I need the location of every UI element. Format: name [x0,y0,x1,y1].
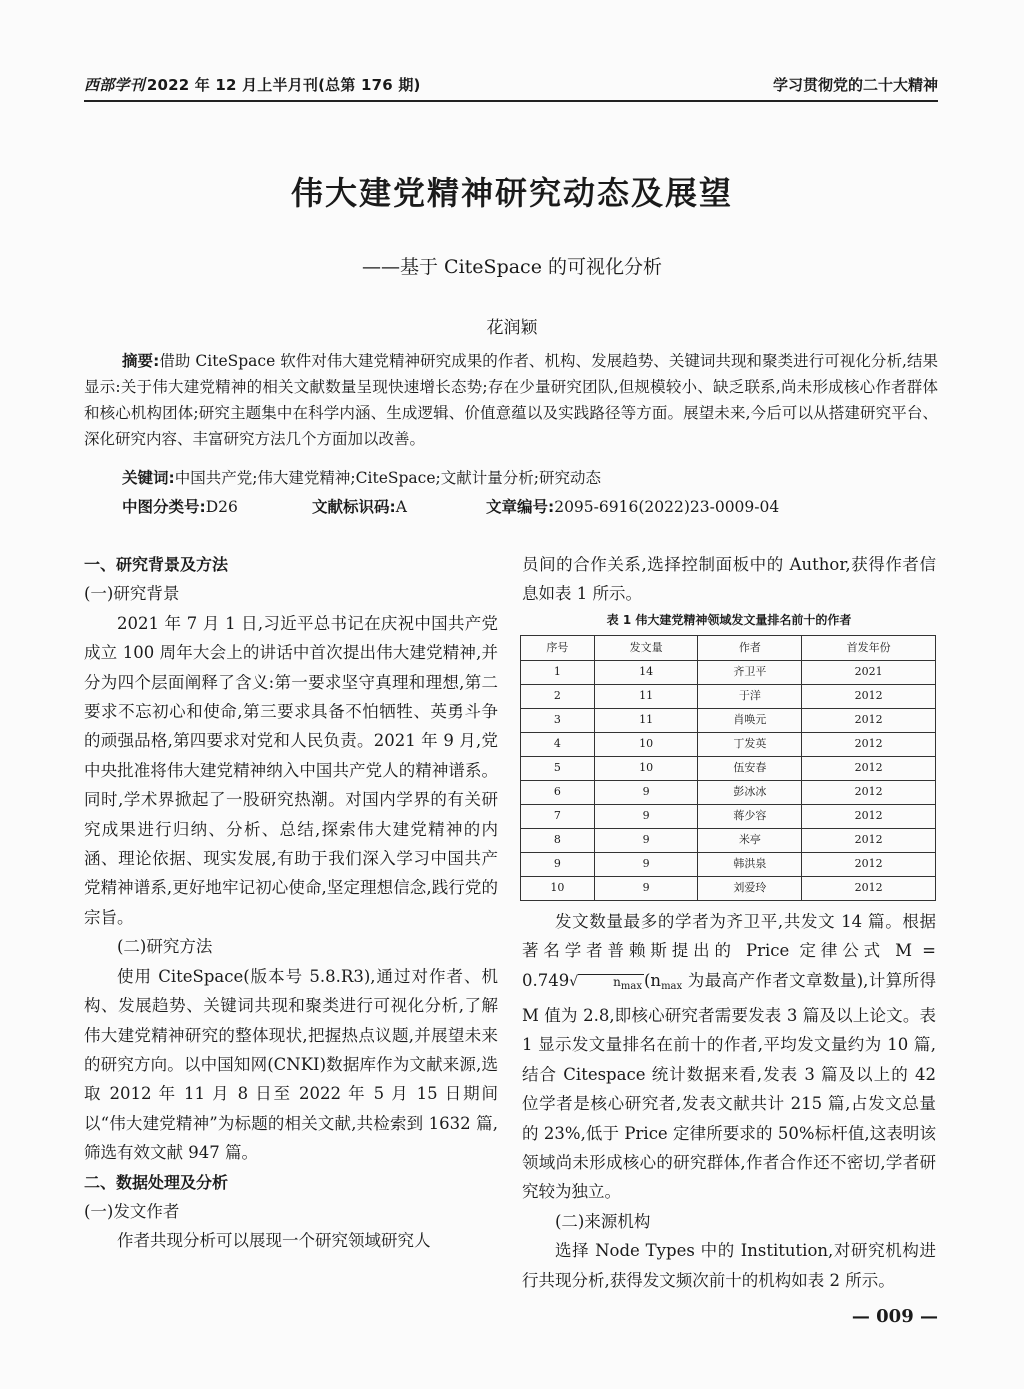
table-cell: 9 [594,828,698,852]
table-cell: 2012 [802,876,936,900]
table-row [521,684,936,708]
article-id-label: 文章编号: [486,498,555,516]
paragraph-authors-cont: 员间的合作关系,选择控制面板中的 Author,获得作者信息如表 1 所示。 [522,555,936,604]
table-cell: 2012 [802,852,936,876]
table-cell: 2012 [802,804,936,828]
table-cell: 10 [594,732,698,756]
keywords-text: 中国共产党;伟大建党精神;CiteSpace;文献计量分析;研究动态 [174,469,601,487]
table-cell: 彭冰冰 [698,780,802,804]
abstract [84,348,938,452]
article-title: 伟大建党精神研究动态及展望 [290,174,733,212]
table-cell: 3 [521,708,595,732]
paragraph-institutions: 选择 Node Types 中的 Institution,对研究机构进行共现分析,获得发文频次前十的机构如表 2 所示。 [522,1241,936,1290]
table-header-cell: 首发年份 [802,635,936,660]
column-name: 学习贯彻党的二十大精神 [772,76,938,94]
table-row [521,876,936,900]
table-cell: 2 [521,684,595,708]
table-cell: 于洋 [698,684,802,708]
table-row [521,732,936,756]
table-cell: 2012 [802,708,936,732]
left-column [84,550,498,1256]
table-caption: 表 1 伟大建党精神领域发文量排名前十的作者 [606,612,852,627]
journal-issue [84,74,421,95]
table-row [521,828,936,852]
table-row [521,756,936,780]
table-cell: 肖唤元 [698,708,802,732]
journal-logo: 西部学刊 [84,76,145,94]
page-number: — 009 — [851,1306,938,1327]
table-cell: 2012 [802,756,936,780]
table-cell: 丁发英 [698,732,802,756]
table-cell: 1 [521,660,595,684]
table-cell: 伍安春 [698,756,802,780]
right-column [522,550,936,1295]
table-cell: 5 [521,756,595,780]
subsection-heading-authors: (一)发文作者 [84,1201,180,1221]
table-header-cell: 序号 [521,635,595,660]
table-cell: 10 [521,876,595,900]
table-cell: 11 [594,708,698,732]
section-heading-2: 二、数据处理及分析 [84,1172,229,1192]
keywords [122,466,601,488]
table-cell: 2012 [802,828,936,852]
table-cell: 9 [594,804,698,828]
article-author: 花润颖 [486,318,538,338]
subsection-heading-background: (一)研究背景 [84,584,180,604]
doc-code-label: 文献标识码: [312,498,396,516]
table-cell: 蒋少容 [698,804,802,828]
article-id-value: 2095-6916(2022)23-0009-04 [554,498,780,516]
table-cell: 齐卫平 [698,660,802,684]
table-header-cell: 作者 [698,635,802,660]
table-cell: 2021 [802,660,936,684]
header-rule [84,100,938,102]
table-cell: 14 [594,660,698,684]
keywords-label: 关键词: [122,469,175,487]
doc-code-value: A [395,498,407,516]
paragraph-price-law: 发文数量最多的学者为齐卫平,共发文 14 篇。根据著名学者普赖斯提出的 Price 定律公式 M = 0.749√ $n_{max}$ ($n_{max}$ 为最高产作者文章数量),计算所得 M 值为 2.8,即核心研究者需要发表 3 篇及以上论文。表 1 显示发文量排名在前十的作者,平均发文量约为 10 篇,结合 Citespace 统计数据来看,发表 3 篇及以上的 42 位学者是核心研究者,发表文献共计 215 篇,占发文总量的 23%,低于 Price 定律所要求的 50%标杆值,这表明该领域尚未形成核心的研究群体,作者合作还不密切,学者研究较为独立。 [522,911,936,1202]
abstract-label: 摘要: [122,352,160,370]
table-cell: 6 [521,780,595,804]
table-header-cell: 发文量 [594,635,698,660]
table-cell: 11 [594,684,698,708]
article-subtitle: ——基于 CiteSpace 的可视化分析 [362,256,662,278]
section-heading-1: 一、研究背景及方法 [84,555,229,574]
table-cell: 2012 [802,684,936,708]
table-cell: 9 [594,876,698,900]
table-cell: 8 [521,828,595,852]
table-header-row [521,635,936,660]
subsection-heading-method: (二)研究方法 [117,937,213,957]
table-row [521,780,936,804]
table-row [521,660,936,684]
abstract-text: 借助 CiteSpace 软件对伟大建党精神研究成果的作者、机构、发展趋势、关键词共现和聚类进行可视化分析,结果显示:关于伟大建党精神的相关文献数量呈现快速增长态势;存在少量研究团队,但规模较小、缺乏联系,尚未形成核心作者群体和核心机构团体;研究主题集中在科学内涵、生成逻辑、价值意蕴以及实践路径等方面。展望未来,今后可以从搭建研究平台、深化研究内容、丰富研究方法几个方面加以改善。 [84,352,939,448]
table-cell: 10 [594,756,698,780]
table-cell: 9 [594,780,698,804]
table-cell: 9 [521,852,595,876]
clc-value: D26 [205,498,238,516]
table-row [521,804,936,828]
sqrt-formula: √ $n_{max}$ [569,973,642,992]
paragraph-background: 2021 年 7 月 1 日,习近平总书记在庆祝中国共产党成立 100 周年大会上的讲话中首次提出伟大建党精神,并分为四个层面阐释了含义:第一要求坚守真理和理想,第二要求不忘初心和使命,第三要求具备不怕牺牲、英勇斗争的顽强品格,第四要求对党和人民负责。2021 年 9 月,党中央批准将伟大建党精神纳入中国共产党人的精神谱系。同时,学术界掀起了一股研究热潮。对国内学界的有关研究成果进行归纳、分析、总结,探索伟大建党精神的内涵、理论依据、现实发展,有助于我们深入学习中国共产党精神谱系,更好地牢记初心使命,坚定理想信念,践行党的宗旨。 [84,613,498,927]
table-row [521,852,936,876]
table-row [521,708,936,732]
table-cell: 刘爱玲 [698,876,802,900]
table-cell: 9 [594,852,698,876]
table-cell: 韩洪泉 [698,852,802,876]
author-table [520,635,936,901]
running-header [84,70,938,104]
issue-text: 2022 年 12 月上半月刊(总第 176 期) [146,76,421,94]
subsection-heading-institutions: (二)来源机构 [555,1211,651,1231]
table-cell: 4 [521,732,595,756]
table-cell: 7 [521,804,595,828]
paragraph-method: 使用 CiteSpace(版本号 5.8.R3),通过对作者、机构、发展趋势、关键词共现和聚类进行可视化分析,了解伟大建党精神研究的整体现状,把握热点议题,并展望未来的研究方向。以中国知网(CNKI)数据库作为文献来源,选取 2012 年 11 月 8 日至 2022 年 5 月 15 日期间以“伟大建党精神”为标题的相关文献,共检索到 1632 篇,筛选有效文献 947 篇。 [84,966,498,1163]
paragraph-authors-start: 作者共现分析可以展现一个研究领域研究人 [117,1231,431,1251]
table-cell: 2012 [802,780,936,804]
clc-label: 中图分类号: [122,498,206,516]
table-cell: 2012 [802,732,936,756]
table-cell: 米亭 [698,828,802,852]
